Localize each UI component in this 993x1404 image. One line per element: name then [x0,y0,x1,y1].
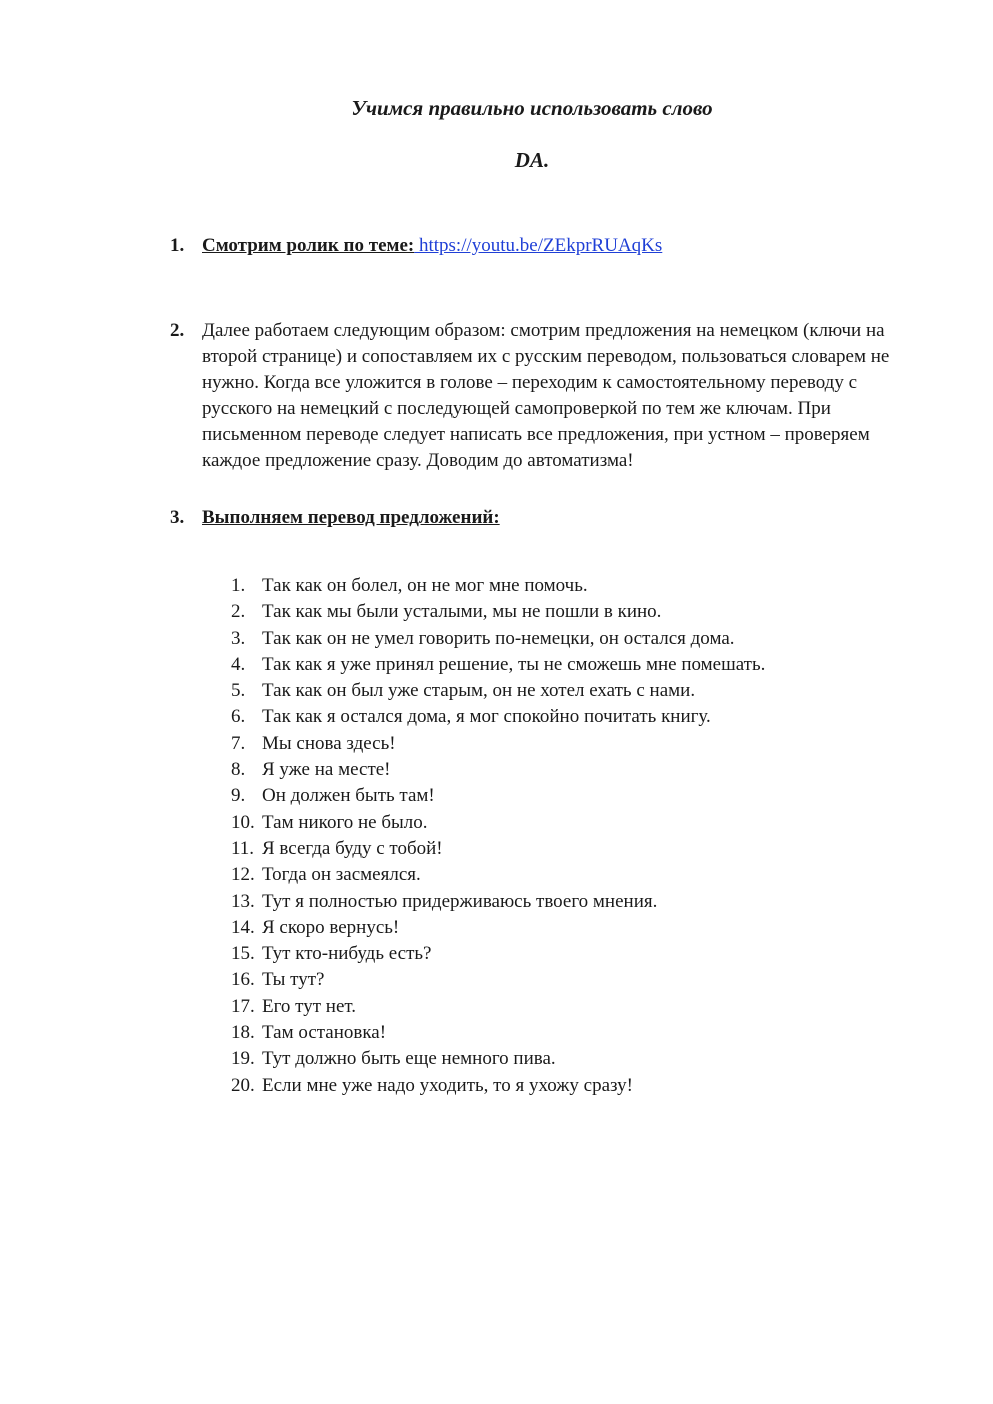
list-item [231,994,765,1020]
list-item [231,967,765,993]
page-title: Учимся правильно использовать слово [351,96,713,120]
list-item [231,731,765,757]
list-item-number: 1. [231,575,246,596]
section-number: 2. [170,320,185,341]
list-item [231,573,765,599]
list-item-number: 8. [231,759,246,781]
list-item-text: Там остановка! [262,1022,387,1044]
list-item-text: Тут должно быть еще немного пива. [262,1048,556,1070]
list-item [231,704,765,730]
list-item [231,915,765,941]
list-item [231,1020,765,1046]
list-item-text: Там никого не было. [262,811,428,833]
list-item [231,836,765,862]
list-item-number: 11. [231,837,255,859]
list-item [231,599,765,625]
list-item-text: Мы снова здесь! [262,732,396,754]
list-item-text: Тут кто-нибудь есть? [262,943,432,965]
list-item-text: Его тут нет. [262,995,357,1017]
section-translate [170,505,930,531]
list-item-text: Ты тут? [262,969,325,991]
list-item-text: Я уже на месте! [262,759,391,781]
section-number: 1. [170,235,185,256]
list-item-number: 12. [231,864,255,886]
list-item-text: Он должен быть там! [262,785,435,807]
list-item-number: 4. [231,653,246,675]
list-item [231,1073,765,1099]
section-number: 3. [170,507,185,528]
list-item [231,783,765,809]
list-item-text: Я всегда буду с тобой! [262,837,443,859]
list-item-number: 9. [231,785,246,807]
list-item-number: 6. [231,706,246,728]
list-item-text: Так как я остался дома, я мог спокойно почитать книгу. [262,706,711,728]
instructions-text: Далее работаем следующим образом: смотрим предложения на немецком (ключи на второй странице) и сопоставляем их с русским переводом, пользоваться словарем не нужно. Когда все уложится в голове – переходим к самостоятельному переводу с русского на немецкий с последующей самопроверкой по тем же ключам. При письменном переводе следует написать все предложения, при устном – проверяем каждое предложение сразу. Доводим до автоматизма! [202,320,890,471]
list-item-number: 14. [231,916,255,938]
list-item-number: 17. [231,995,255,1017]
sentence-list [231,573,765,1099]
list-item [231,757,765,783]
list-item-number: 3. [231,627,246,649]
list-item-number: 13. [231,890,255,912]
list-item-text: Так как он не умел говорить по-немецки, он остался дома. [262,627,735,649]
list-item-text: Я скоро вернусь! [262,916,400,938]
list-item [231,889,765,915]
list-item-number: 7. [231,732,246,754]
list-item-text: Так как я уже принял решение, ты не сможешь мне помешать. [262,653,766,675]
list-item-number: 16. [231,969,255,991]
list-item [231,1046,765,1072]
list-item-number: 2. [231,601,246,623]
section-instructions [170,318,930,474]
page-title-word: DA. [514,148,550,172]
section-watch-video [170,233,930,259]
section-heading: Смотрим ролик по теме: [202,235,415,256]
video-link[interactable]: https://youtu.be/ZEkprRUAqKs [414,235,663,256]
list-item [231,678,765,704]
list-item-number: 18. [231,1022,255,1044]
list-item [231,941,765,967]
list-item [231,810,765,836]
list-item [231,862,765,888]
list-item-number: 19. [231,1048,255,1070]
list-item-number: 5. [231,680,246,702]
list-item-text: Тогда он засмеялся. [262,864,421,886]
list-item-text: Так как он был уже старым, он не хотел ехать с нами. [262,680,696,702]
list-item-text: Тут я полностью придерживаюсь твоего мнения. [262,890,658,912]
list-item-text: Если мне уже надо уходить, то я ухожу сразу! [262,1074,633,1096]
list-item [231,626,765,652]
list-item-number: 20. [231,1074,255,1096]
list-item [231,652,765,678]
list-item-text: Так как мы были усталыми, мы не пошли в кино. [262,601,662,623]
list-item-text: Так как он болел, он не мог мне помочь. [262,575,588,596]
section-heading: Выполняем перевод предложений: [202,507,500,528]
list-item-number: 10. [231,811,255,833]
list-item-number: 15. [231,943,255,965]
